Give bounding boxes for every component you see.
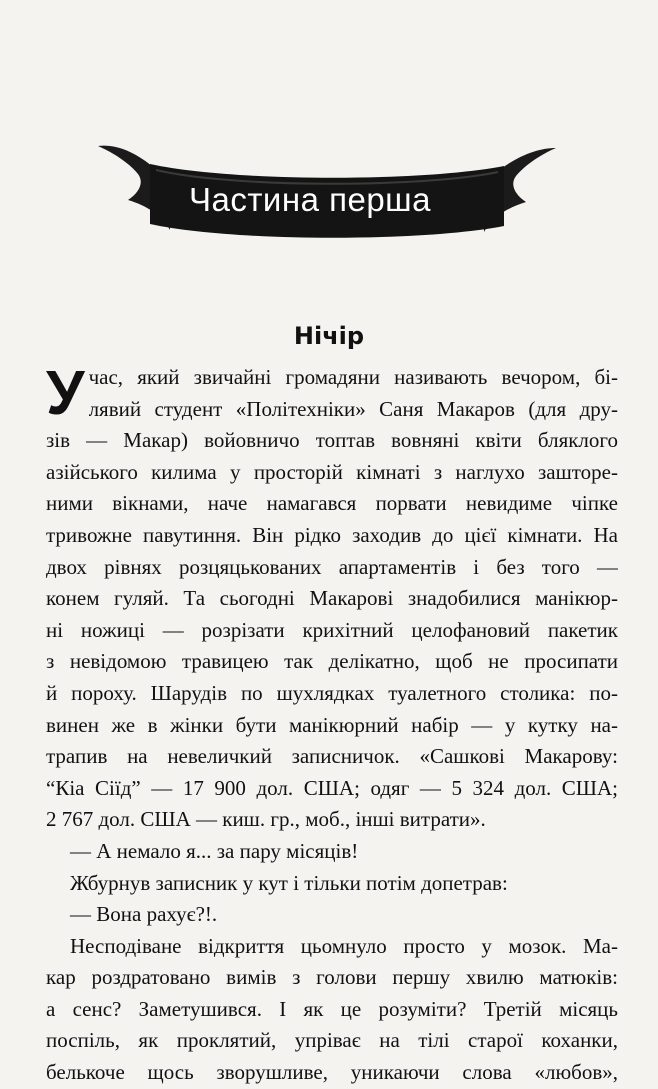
drop-cap: У <box>46 359 85 428</box>
text-line: а сенс? Заметушився. І як це розуміти? Третій місяць <box>46 996 618 1021</box>
chapter-title: Нічір <box>293 322 365 350</box>
text-line: двох рівнях розцяцькованих апартаментів і без того — <box>46 554 618 579</box>
text-line: Несподіване відкриття цьомнуло просто у мозок. Ма- <box>70 933 618 958</box>
text-line: 2 767 дол. США — киш. гр., моб., інші витрати». <box>46 807 486 832</box>
text-line: трапив на невеличкий записничок. «Сашкові Макарову: <box>46 744 618 769</box>
text-line: з невідомою травицею так делікатно, щоб не просипати <box>46 649 618 674</box>
text-line: зів — Макар) войовничо топтав вовняні квіти бляклого <box>46 428 618 453</box>
text-line: “Кіа Сіїд” — 17 900 дол. США; одяг — 5 324 дол. США; <box>46 775 618 800</box>
text-line: — А немало я... за пару місяців! <box>70 838 359 863</box>
text-line: й пороху. Шарудів по шухлядках туалетного столика: по- <box>46 680 618 705</box>
text-line: винен же в жінки бути манікюрний набір — у кутку на- <box>46 712 618 737</box>
text-line: поспіль, як проклятий, упріває на тілі старої коханки, <box>46 1028 618 1053</box>
text-line: ні ножиці — розрізати крихітний целофановий пакетик <box>46 617 618 642</box>
text-line: час, який звичайні громадяни називають вечором, бі- <box>88 365 618 389</box>
body-text <box>46 359 618 1089</box>
text-line: азійського килима у просторій кімнаті з наглухо зашторе- <box>46 459 618 484</box>
text-line: ними вікнами, наче намагався порвати невидиме чіпке <box>46 491 618 516</box>
text-line: тривожне павутиння. Він рідко заходив до цієї кімнати. На <box>46 522 618 547</box>
text-line: лявий студент «Політехніки» Саня Макаров (для дру- <box>88 396 618 421</box>
banner-text: Частина перша <box>188 181 432 218</box>
text-line: белькоче щось зворушливе, уникаючи слова «любов», <box>46 1060 618 1085</box>
text-line: Жбурнув записник у кут і тільки потім допетрав: <box>70 870 508 895</box>
text-line: кар роздратовано вимів з голови першу хвилю матюків: <box>46 965 618 990</box>
text-line: конем гуляй. Та сьогодні Макарові знадобилися манікюр- <box>46 586 618 611</box>
text-line: — Вона рахує?!. <box>70 902 218 927</box>
